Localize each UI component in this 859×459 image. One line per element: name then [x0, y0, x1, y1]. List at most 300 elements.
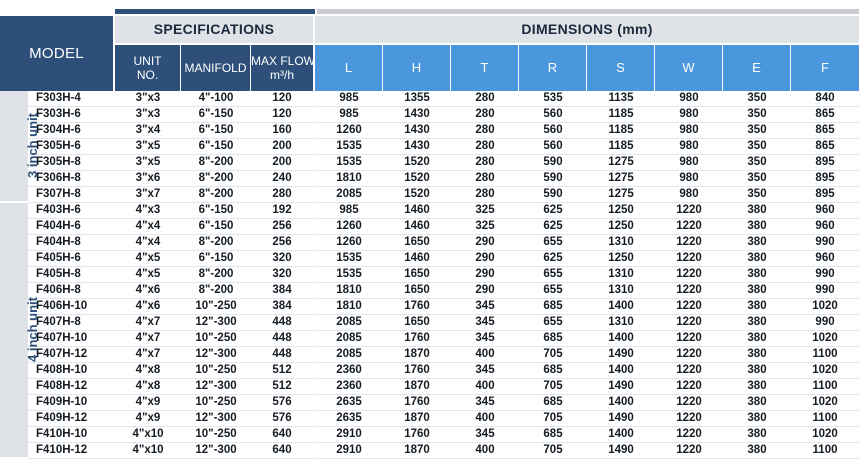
model-cell: F407H-8: [28, 315, 115, 331]
column-header-dimension: R: [519, 43, 587, 91]
group-label-cell: [0, 203, 40, 459]
table-cell: 1220: [655, 315, 723, 331]
table-cell: 1310: [587, 283, 655, 299]
table-cell: 980: [655, 91, 723, 107]
table-cell: 1220: [655, 203, 723, 219]
table-cell: 1760: [383, 299, 451, 315]
table-cell: 1220: [655, 347, 723, 363]
table-cell: 3"x3: [115, 91, 181, 107]
table-cell: 1220: [655, 395, 723, 411]
table-cell: 990: [791, 235, 859, 251]
table-cell: 590: [519, 155, 587, 171]
model-cell: F404H-8: [28, 235, 115, 251]
table-cell: 192: [251, 203, 315, 219]
table-body: [0, 91, 859, 459]
table-cell: 1810: [315, 171, 383, 187]
table-cell: 12"-300: [181, 347, 251, 363]
table-cell: 4"x7: [115, 331, 181, 347]
table-cell: 1220: [655, 363, 723, 379]
table-cell: 4"x6: [115, 283, 181, 299]
table-cell: 350: [723, 155, 791, 171]
table-cell: 625: [519, 219, 587, 235]
table-cell: 4"x9: [115, 395, 181, 411]
table-cell: 345: [451, 315, 519, 331]
table-cell: 4"x4: [115, 235, 181, 251]
table-row: [0, 347, 859, 363]
table-cell: 2910: [315, 443, 383, 459]
table-cell: 12"-300: [181, 411, 251, 427]
table-cell: 4"x8: [115, 363, 181, 379]
table-cell: 1400: [587, 363, 655, 379]
table-cell: 1100: [791, 379, 859, 395]
table-cell: 980: [655, 139, 723, 155]
table-cell: 1490: [587, 347, 655, 363]
model-cell: F305H-8: [28, 155, 115, 171]
table-cell: 590: [519, 187, 587, 203]
table-cell: 400: [451, 443, 519, 459]
table-cell: 2360: [315, 379, 383, 395]
table-cell: 1220: [655, 283, 723, 299]
table-cell: 4"x8: [115, 379, 181, 395]
table-cell: 12"-300: [181, 379, 251, 395]
table-cell: 350: [723, 91, 791, 107]
table-cell: 576: [251, 411, 315, 427]
table-cell: 380: [723, 251, 791, 267]
table-cell: 280: [451, 155, 519, 171]
table-cell: 4"x10: [115, 427, 181, 443]
table-cell: 350: [723, 107, 791, 123]
table-cell: 325: [451, 203, 519, 219]
table-cell: 4"x4: [115, 219, 181, 235]
table-cell: 960: [791, 203, 859, 219]
table-cell: 280: [451, 91, 519, 107]
column-header-dimension: L: [315, 43, 383, 91]
table-cell: 1760: [383, 331, 451, 347]
table-cell: 3"x4: [115, 123, 181, 139]
table-cell: 280: [451, 139, 519, 155]
table-cell: 1490: [587, 379, 655, 395]
table-cell: 1810: [315, 283, 383, 299]
table-cell: 3"x7: [115, 187, 181, 203]
table-cell: 256: [251, 219, 315, 235]
table-cell: 960: [791, 251, 859, 267]
table-cell: 1250: [587, 203, 655, 219]
table-cell: 2085: [315, 331, 383, 347]
group-label: 3 inch unit: [25, 112, 40, 178]
model-cell: F406H-10: [28, 299, 115, 315]
table-cell: 280: [251, 187, 315, 203]
table-cell: 1020: [791, 363, 859, 379]
model-cell: F305H-6: [28, 139, 115, 155]
table-cell: 380: [723, 299, 791, 315]
header-accent-bars: [0, 0, 859, 16]
table-cell: 1355: [383, 91, 451, 107]
table-cell: 1535: [315, 251, 383, 267]
table-cell: 960: [791, 219, 859, 235]
table-cell: 1520: [383, 187, 451, 203]
table-cell: 1870: [383, 347, 451, 363]
table-cell: 6"-150: [181, 203, 251, 219]
table-cell: 705: [519, 411, 587, 427]
table-cell: 160: [251, 123, 315, 139]
table-cell: 350: [723, 171, 791, 187]
table-cell: 8"-200: [181, 283, 251, 299]
table-cell: 448: [251, 331, 315, 347]
table-cell: 345: [451, 363, 519, 379]
table-cell: 655: [519, 235, 587, 251]
table-cell: 980: [655, 107, 723, 123]
column-header-dimension: H: [383, 43, 451, 91]
table-cell: 1400: [587, 427, 655, 443]
table-cell: 1275: [587, 171, 655, 187]
table-cell: 380: [723, 219, 791, 235]
table-cell: 200: [251, 139, 315, 155]
table-cell: 1250: [587, 219, 655, 235]
table-cell: 1020: [791, 427, 859, 443]
table-cell: 280: [451, 107, 519, 123]
table-cell: 380: [723, 315, 791, 331]
table-cell: 380: [723, 395, 791, 411]
accent-bar-specifications: [115, 9, 315, 14]
table-row: [0, 299, 859, 315]
table-cell: 4"x7: [115, 315, 181, 331]
group-header-dimensions: DIMENSIONS (mm): [315, 16, 859, 43]
table-cell: 380: [723, 267, 791, 283]
table-cell: 1185: [587, 107, 655, 123]
table-cell: 10"-250: [181, 363, 251, 379]
table-cell: 1535: [315, 267, 383, 283]
model-cell: F403H-6: [28, 203, 115, 219]
table-cell: 1650: [383, 267, 451, 283]
table-cell: 10"-250: [181, 299, 251, 315]
table-row: [0, 363, 859, 379]
table-cell: 990: [791, 283, 859, 299]
table-cell: 10"-250: [181, 395, 251, 411]
table-cell: 3"x5: [115, 139, 181, 155]
model-cell: F408H-10: [28, 363, 115, 379]
table-cell: 1220: [655, 411, 723, 427]
table-cell: 3"x6: [115, 171, 181, 187]
table-cell: 4"x3: [115, 203, 181, 219]
table-cell: 4"x9: [115, 411, 181, 427]
table-cell: 560: [519, 139, 587, 155]
table-cell: 2085: [315, 315, 383, 331]
table-cell: 8"-200: [181, 187, 251, 203]
table-cell: 2635: [315, 411, 383, 427]
table-cell: 1870: [383, 443, 451, 459]
table-cell: 448: [251, 347, 315, 363]
table-cell: 1650: [383, 315, 451, 331]
table-cell: 320: [251, 251, 315, 267]
table-cell: 6"-150: [181, 139, 251, 155]
table-row: [0, 379, 859, 395]
model-cell: F404H-6: [28, 219, 115, 235]
table-cell: 380: [723, 203, 791, 219]
table-cell: 985: [315, 91, 383, 107]
table-cell: 865: [791, 107, 859, 123]
column-header-dimension: E: [723, 43, 791, 91]
group-header-specifications: SPECIFICATIONS: [115, 16, 315, 43]
table-cell: 1460: [383, 219, 451, 235]
table-cell: 380: [723, 443, 791, 459]
table-cell: 685: [519, 427, 587, 443]
table-cell: 6"-150: [181, 251, 251, 267]
table-cell: 1430: [383, 123, 451, 139]
table-cell: 350: [723, 139, 791, 155]
table-cell: 12"-300: [181, 443, 251, 459]
table-cell: 1220: [655, 267, 723, 283]
table-cell: 1310: [587, 267, 655, 283]
table-cell: 895: [791, 187, 859, 203]
table-row: [0, 443, 859, 459]
table-row: [0, 315, 859, 331]
table-cell: 448: [251, 315, 315, 331]
table-cell: 1760: [383, 363, 451, 379]
table-cell: 10"-250: [181, 427, 251, 443]
table-cell: 345: [451, 331, 519, 347]
table-cell: 980: [655, 155, 723, 171]
dimensions-table: [0, 16, 859, 459]
column-header-dimension: S: [587, 43, 655, 91]
table-cell: 1135: [587, 91, 655, 107]
group-label: 4 inch unit: [25, 296, 40, 362]
table-cell: 512: [251, 379, 315, 395]
table-cell: 1100: [791, 443, 859, 459]
table-row: [0, 123, 859, 139]
table-cell: 4"x5: [115, 267, 181, 283]
table-cell: 3"x3: [115, 107, 181, 123]
table-cell: 4"-100: [181, 91, 251, 107]
table-cell: 400: [451, 347, 519, 363]
table-cell: 345: [451, 299, 519, 315]
table-cell: 2910: [315, 427, 383, 443]
model-cell: F303H-6: [28, 107, 115, 123]
table-cell: 280: [451, 123, 519, 139]
table-cell: 1260: [315, 235, 383, 251]
table-cell: 8"-200: [181, 155, 251, 171]
table-cell: 625: [519, 203, 587, 219]
table-cell: 2085: [315, 187, 383, 203]
table-cell: 1400: [587, 299, 655, 315]
table-cell: 380: [723, 347, 791, 363]
accent-bar-dimensions: [317, 9, 859, 14]
table-cell: 655: [519, 283, 587, 299]
accent-bar-spacer: [0, 9, 115, 14]
table-cell: 590: [519, 171, 587, 187]
table-cell: 345: [451, 395, 519, 411]
column-header-line: MAX FLOW: [251, 53, 316, 68]
table-cell: 705: [519, 443, 587, 459]
table-cell: 384: [251, 283, 315, 299]
table-cell: 2635: [315, 395, 383, 411]
table-cell: 655: [519, 315, 587, 331]
table-cell: 1490: [587, 411, 655, 427]
table-row: [0, 411, 859, 427]
table-cell: 705: [519, 347, 587, 363]
table-cell: 400: [451, 411, 519, 427]
table-cell: 290: [451, 251, 519, 267]
table-cell: 10"-250: [181, 331, 251, 347]
table-cell: 1400: [587, 395, 655, 411]
table-cell: 560: [519, 107, 587, 123]
table-cell: 1650: [383, 283, 451, 299]
table-cell: 560: [519, 123, 587, 139]
table-cell: 1250: [587, 251, 655, 267]
column-header-model: MODEL: [0, 16, 115, 91]
model-cell: F410H-10: [28, 427, 115, 443]
table-cell: 1220: [655, 443, 723, 459]
model-cell: F406H-8: [28, 283, 115, 299]
table-cell: 985: [315, 203, 383, 219]
table-cell: 1430: [383, 107, 451, 123]
table-row: [0, 91, 859, 107]
table-cell: 1810: [315, 299, 383, 315]
table-cell: 1535: [315, 155, 383, 171]
table-cell: 1870: [383, 411, 451, 427]
table-cell: 1260: [315, 123, 383, 139]
table-row: [0, 187, 859, 203]
table-cell: 3"x5: [115, 155, 181, 171]
table-cell: 4"x5: [115, 251, 181, 267]
table-cell: 685: [519, 331, 587, 347]
table-row: [0, 139, 859, 155]
table-cell: 290: [451, 283, 519, 299]
table-cell: 625: [519, 251, 587, 267]
table-cell: 1185: [587, 139, 655, 155]
table-cell: 350: [723, 123, 791, 139]
model-cell: F303H-4: [28, 91, 115, 107]
table-cell: 325: [451, 219, 519, 235]
model-cell: F304H-6: [28, 123, 115, 139]
table-cell: 1760: [383, 427, 451, 443]
table-cell: 280: [451, 171, 519, 187]
table-cell: 1100: [791, 411, 859, 427]
table-cell: 400: [451, 379, 519, 395]
model-cell: F405H-8: [28, 267, 115, 283]
table-cell: 380: [723, 235, 791, 251]
table-row: [0, 171, 859, 187]
table-cell: 685: [519, 395, 587, 411]
table-cell: 1020: [791, 331, 859, 347]
table-cell: 2085: [315, 347, 383, 363]
table-cell: 1535: [315, 139, 383, 155]
table-cell: 4"x7: [115, 347, 181, 363]
table-cell: 990: [791, 267, 859, 283]
subheader-row: [0, 43, 859, 91]
table-row: [0, 235, 859, 251]
table-cell: 1100: [791, 347, 859, 363]
table-cell: 1490: [587, 443, 655, 459]
table-row: [0, 331, 859, 347]
model-cell: F410H-12: [28, 443, 115, 459]
model-cell: F306H-8: [28, 171, 115, 187]
table-cell: 1185: [587, 123, 655, 139]
table-cell: 380: [723, 363, 791, 379]
table-cell: 6"-150: [181, 107, 251, 123]
table-cell: 576: [251, 395, 315, 411]
table-cell: 1220: [655, 299, 723, 315]
table-cell: 1520: [383, 171, 451, 187]
table-cell: 685: [519, 363, 587, 379]
table-cell: 1020: [791, 299, 859, 315]
column-header-line: NO.: [136, 67, 159, 82]
model-cell: F409H-10: [28, 395, 115, 411]
table-cell: 1275: [587, 187, 655, 203]
table-row: [0, 283, 859, 299]
table-row: [0, 155, 859, 171]
table-cell: 1275: [587, 155, 655, 171]
model-cell: F407H-12: [28, 347, 115, 363]
table-cell: 240: [251, 171, 315, 187]
table-row: [0, 251, 859, 267]
table-cell: 640: [251, 427, 315, 443]
table-cell: 840: [791, 91, 859, 107]
table-cell: 895: [791, 171, 859, 187]
table-cell: 1400: [587, 331, 655, 347]
column-header-line: UNIT: [133, 53, 162, 68]
table-row: [0, 107, 859, 123]
table-cell: 384: [251, 299, 315, 315]
table-cell: 1310: [587, 315, 655, 331]
table-row: [0, 427, 859, 443]
table-cell: 1220: [655, 427, 723, 443]
table-cell: 640: [251, 443, 315, 459]
table-cell: 12"-300: [181, 315, 251, 331]
table-row: [0, 395, 859, 411]
table-cell: 865: [791, 123, 859, 139]
table-cell: 6"-150: [181, 219, 251, 235]
table-cell: 1460: [383, 251, 451, 267]
table-cell: 895: [791, 155, 859, 171]
table-cell: 200: [251, 155, 315, 171]
table-cell: 1310: [587, 235, 655, 251]
table-cell: 705: [519, 379, 587, 395]
table-cell: 985: [315, 107, 383, 123]
column-header-line: MANIFOLD: [184, 60, 247, 75]
table-cell: 512: [251, 363, 315, 379]
table-cell: 1520: [383, 155, 451, 171]
table-cell: 1650: [383, 235, 451, 251]
table-cell: 4"x10: [115, 443, 181, 459]
table-cell: 1220: [655, 251, 723, 267]
column-header-line: m³/h: [270, 67, 294, 82]
model-cell: F307H-8: [28, 187, 115, 203]
table-cell: 865: [791, 139, 859, 155]
table-cell: 1760: [383, 395, 451, 411]
table-cell: 4"x6: [115, 299, 181, 315]
table-cell: 1460: [383, 203, 451, 219]
table-cell: 1260: [315, 219, 383, 235]
table-cell: 655: [519, 267, 587, 283]
table-cell: 380: [723, 427, 791, 443]
table-cell: 380: [723, 283, 791, 299]
table-cell: 1220: [655, 331, 723, 347]
group-label-cell: [0, 91, 40, 203]
column-header-dimension: W: [655, 43, 723, 91]
column-header-spec: [115, 43, 181, 91]
table-cell: 120: [251, 91, 315, 107]
table-cell: 535: [519, 91, 587, 107]
table-cell: 380: [723, 331, 791, 347]
table-cell: 1430: [383, 139, 451, 155]
column-header-dimension: T: [451, 43, 519, 91]
column-header-dimension: F: [791, 43, 859, 91]
table-cell: 1870: [383, 379, 451, 395]
column-header-spec: [181, 43, 251, 91]
table-cell: 990: [791, 315, 859, 331]
table-cell: 280: [451, 187, 519, 203]
model-cell: F409H-12: [28, 411, 115, 427]
